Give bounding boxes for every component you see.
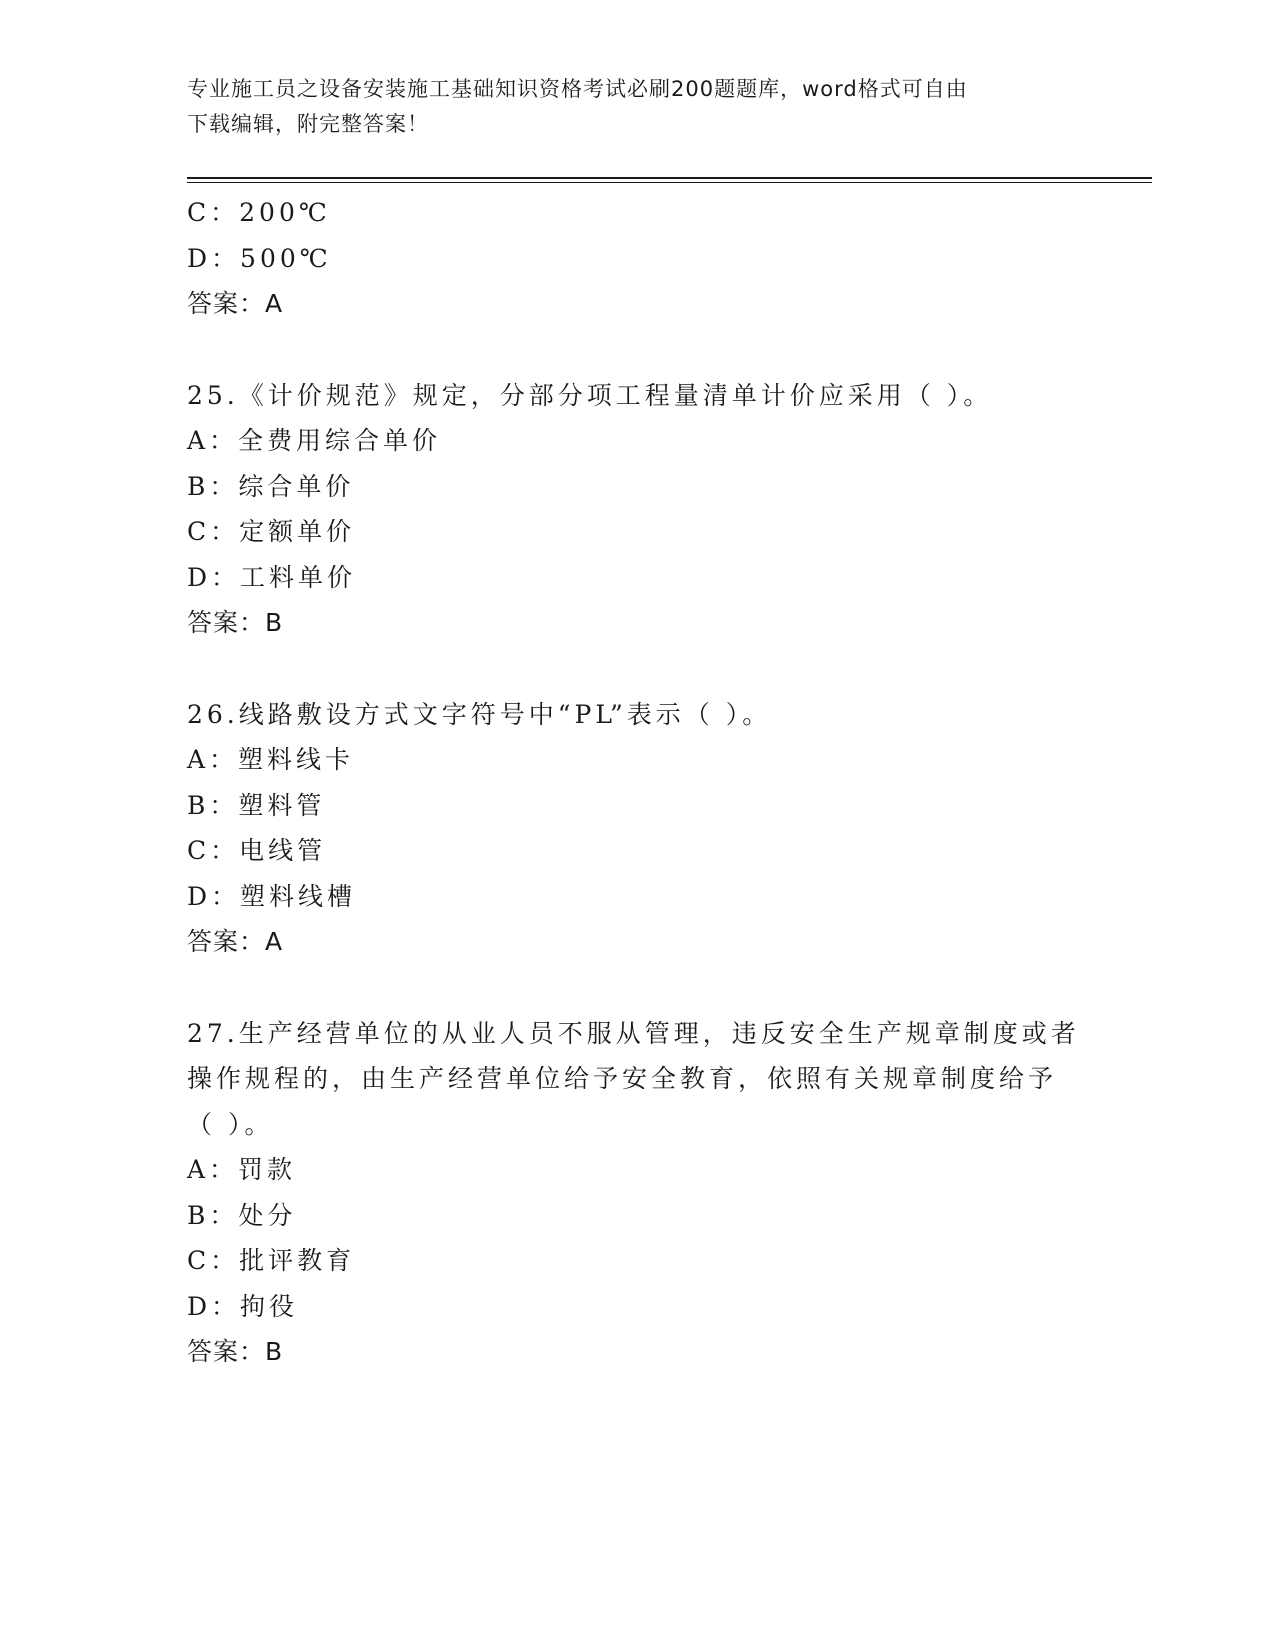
header-divider-thin [187,182,1152,183]
option-a: A：全费用综合单价 [187,426,442,455]
question-27 [187,1011,1087,1375]
question-text-line-1: 27.生产经营单位的从业人员不服从管理，违反安全生产规章制度或者 [187,1018,1080,1048]
question-text-line-2: 操作规程的，由生产经营单位给予安全教育，依照有关规章制度给予 [187,1064,1058,1093]
header-title-line-1: 专业施工员之设备安装施工基础知识资格考试必刷200题题库，word格式可自由 [187,77,968,101]
option-b: B：综合单价 [187,471,355,501]
option-d: D：拘役 [187,1291,299,1321]
option-a: A：塑料线卡 [187,745,355,774]
answer: 答案：A [187,927,284,956]
question-25 [187,373,1087,646]
option-b: B：处分 [187,1200,297,1230]
partial-question-24 [187,190,1087,327]
question-list [187,190,1087,1375]
option-d: D：工料单价 [187,562,357,592]
option-c: C：电线管 [187,836,327,865]
question-text-line-3: （ ）。 [187,1109,274,1139]
question-text: 26.线路敷设方式文字符号中“PL”表示（ ）。 [187,699,772,729]
header-divider-thick [187,177,1152,179]
header-title-line-2: 下载编辑，附完整答案！ [187,112,429,136]
option-c: C：200℃ [187,198,331,227]
option-d: D：塑料线槽 [187,881,357,911]
document-header [187,72,1087,142]
option-a: A：罚款 [187,1155,297,1184]
option-d: D：500℃ [187,243,332,273]
answer: 答案：A [187,289,284,318]
question-26 [187,692,1087,965]
answer: 答案：B [187,608,284,637]
option-b: B：塑料管 [187,790,326,820]
answer: 答案：B [187,1337,284,1366]
question-text: 25.《计价规范》规定，分部分项工程量清单计价应采用（ ）。 [187,380,993,410]
option-c: C：定额单价 [187,517,356,546]
option-c: C：批评教育 [187,1246,356,1275]
